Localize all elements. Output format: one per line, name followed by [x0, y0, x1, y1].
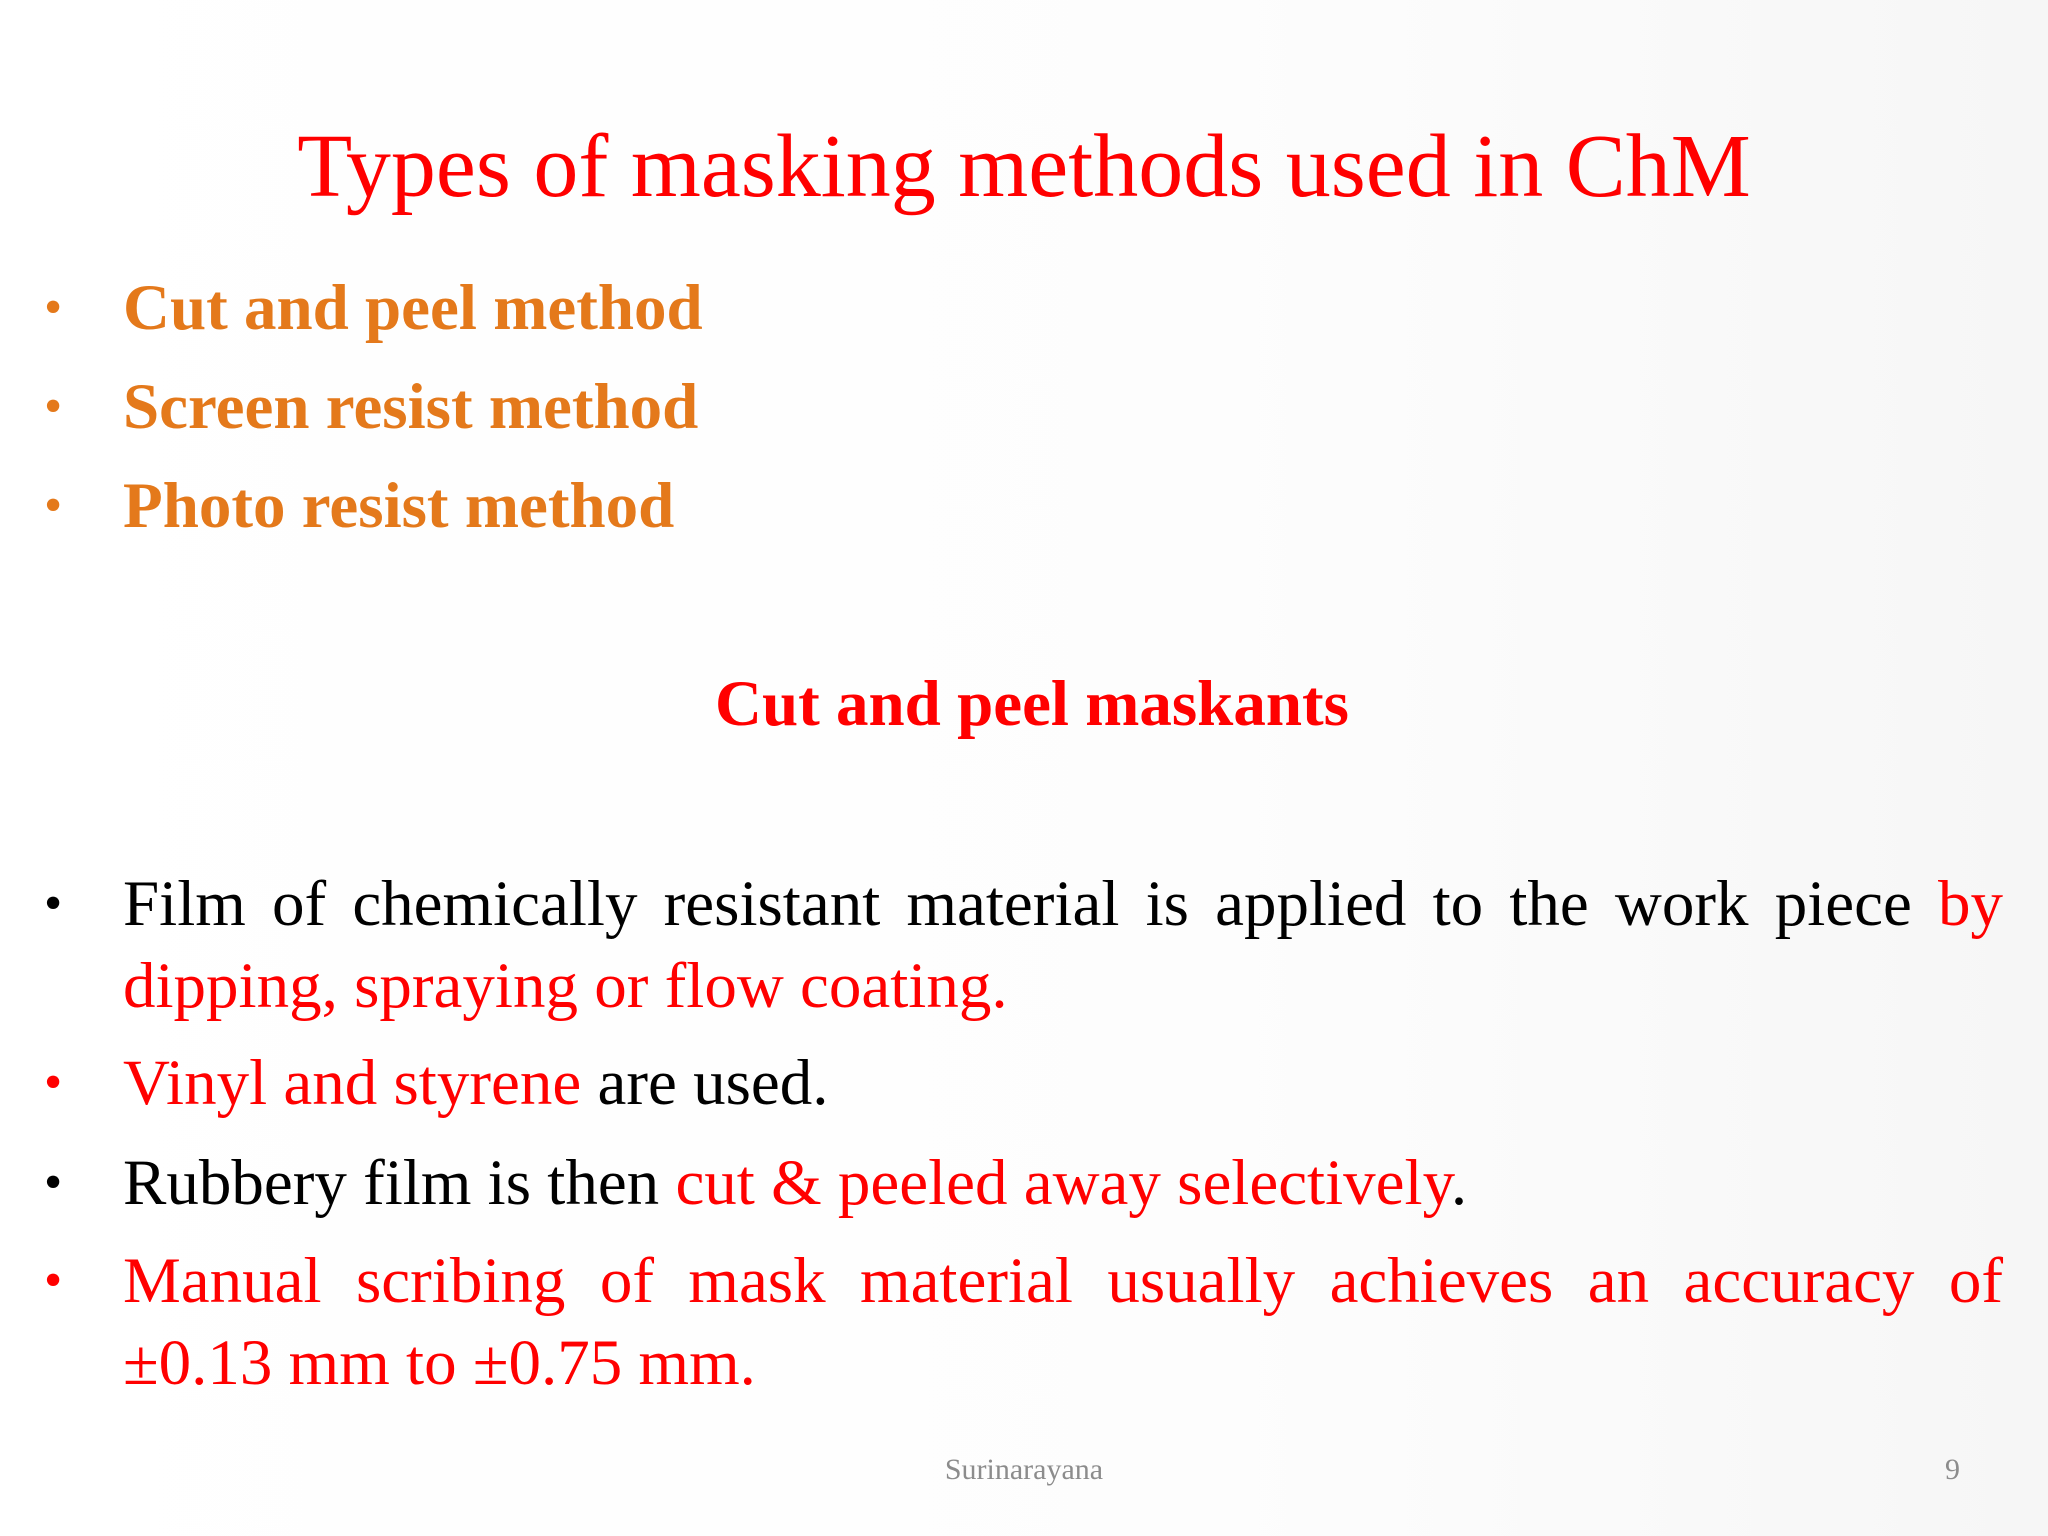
method-item [0, 362, 2048, 461]
point-text [123, 1142, 2003, 1224]
point-text-black: . [1450, 1147, 1468, 1219]
point-text [123, 1042, 2003, 1124]
bullet-icon: • [44, 378, 63, 435]
bullet-icon: • [44, 477, 63, 534]
bullet-icon: • [44, 1252, 63, 1309]
method-label: Photo resist method [123, 470, 675, 542]
method-label: Screen resist method [123, 371, 699, 443]
point-text-black: Rubbery film is then [123, 1147, 676, 1219]
bullet-icon: • [44, 875, 63, 932]
slide-title: Types of masking methods used in ChM [297, 117, 1751, 216]
point-text-black: are used. [581, 1047, 829, 1119]
point-text [123, 863, 2003, 1027]
masking-methods-list [0, 263, 2048, 560]
method-label: Cut and peel method [123, 272, 703, 344]
method-item [0, 263, 2048, 362]
page-number: 9 [1945, 1453, 1960, 1486]
bullet-icon: • [44, 1054, 63, 1111]
point-text-red: by dipping, spraying or flow coating. [123, 868, 2003, 1022]
point-text-red: cut & peeled away selectively [675, 1147, 1451, 1219]
method-item [0, 461, 2048, 560]
footer-author: Surinarayana [944, 1453, 1104, 1486]
point-text-black: Film of chemically resistant material is applied to the work piece [123, 868, 1938, 940]
bullet-icon: • [44, 279, 63, 336]
point-text: Manual scribing of mask material usually achieves an accuracy of ±0.13 mm to ±0.75 mm. [123, 1245, 2003, 1399]
point-text-red: Vinyl and styrene [123, 1047, 582, 1119]
bullet-icon: • [44, 1154, 63, 1211]
section-subheading: Cut and peel maskants [715, 668, 1349, 740]
